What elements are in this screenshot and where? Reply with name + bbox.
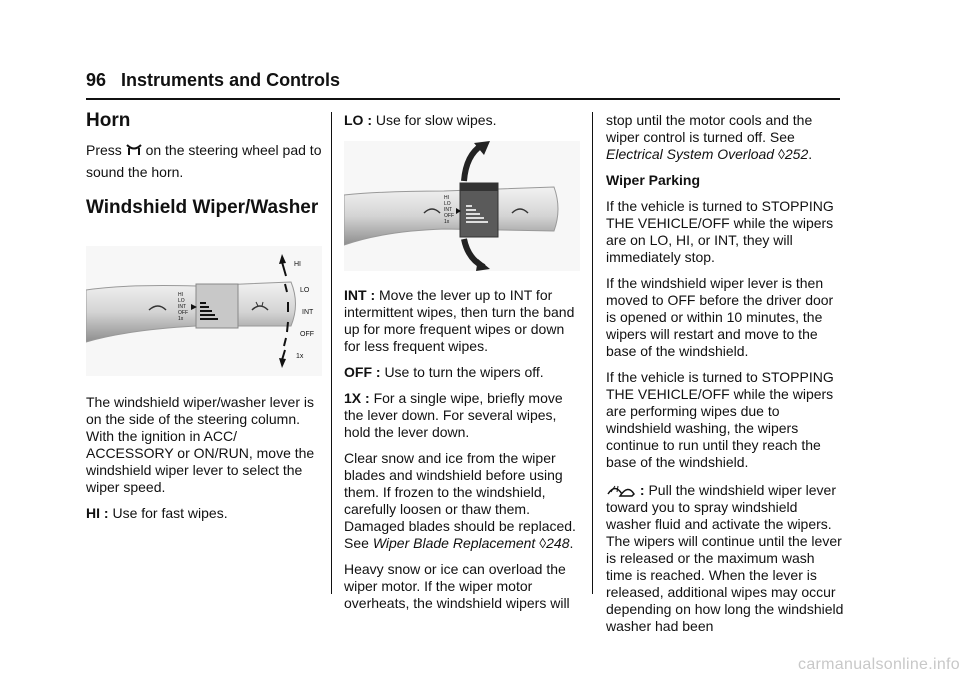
- svg-text:HI: HI: [178, 292, 183, 298]
- svg-text:INT: INT: [444, 207, 453, 213]
- fig-label-int: INT: [302, 309, 314, 316]
- svg-text:1x: 1x: [444, 219, 450, 225]
- column-3: [606, 112, 844, 644]
- fig-label-1x: 1x: [296, 353, 304, 360]
- page-header: [86, 70, 340, 91]
- column-divider-2: [592, 112, 593, 594]
- column-2: [344, 112, 582, 621]
- svg-text:OFF: OFF: [178, 310, 188, 316]
- washer-paragraph: : Pull the windshield wiper lever toward you to spray windshield washer fluid and activate the wipers. The wipers will continue until the lever is released or the maximum wash time is reached. When the lever is released, additional wipes may occur depending on how long the windshield washer had been: [606, 482, 844, 634]
- wiper-body: The windshield wiper/washer lever is on the side of the steering column. With the ignition in ACC/ ACCESSORY or ON/RUN, move the windshield wiper lever to select the wiper speed.: [86, 394, 315, 495]
- one-x-entry: 1X : For a single wipe, briefly move the lever down. For several wipes, hold the lever down.: [344, 390, 563, 440]
- washer-icon: [606, 480, 636, 498]
- page-reference[interactable]: 252: [784, 146, 809, 162]
- horn-paragraph: Press on the steering wheel pad to sound the horn.: [86, 142, 322, 180]
- fig-label-off: OFF: [300, 331, 314, 338]
- svg-text:INT: INT: [178, 304, 187, 310]
- wiper-band-figure: [344, 141, 580, 271]
- svg-text:1x: 1x: [178, 316, 184, 322]
- column-1: [86, 112, 322, 531]
- electrical-system-overload-link[interactable]: Electrical System Overload: [606, 146, 775, 162]
- svg-text:OFF: OFF: [444, 213, 454, 219]
- lo-entry: LO : Use for slow wipes.: [344, 112, 497, 128]
- section-title: Instruments and Controls: [121, 70, 341, 90]
- fig-label-lo: LO: [300, 287, 310, 294]
- page-reference[interactable]: 248: [546, 535, 570, 551]
- reference-glyph: ◊: [539, 535, 547, 551]
- reference-glyph: ◊: [777, 146, 785, 162]
- watermark: carmanualsonline.info: [798, 656, 960, 673]
- horn-icon: [126, 143, 142, 157]
- fig-label-hi: HI: [294, 261, 301, 268]
- parking-paragraph-3: If the vehicle is turned to STOPPING THE VEHICLE/OFF while the wipers are performing wipes due to windshield washing, the wipers continue to run until they reach the base of the windshield.: [606, 369, 834, 470]
- svg-text:LO: LO: [178, 298, 185, 304]
- heavy-snow-paragraph: Heavy snow or ice can overload the wiper motor. If the wiper motor overheats, the windshield wipers will: [344, 561, 570, 611]
- overload-paragraph: stop until the motor cools and the wiper control is turned off. See Electrical System Overload ◊252.: [606, 112, 813, 162]
- parking-paragraph-2: If the windshield wiper lever is then moved to OFF before the driver door is opened or within 10 minutes, the wipers will restart and move to the base of the windshield.: [606, 275, 834, 359]
- snow-paragraph: Clear snow and ice from the wiper blades and windshield before using them. If frozen to the windshield, carefully loosen or thaw them. Damaged blades should be replaced. See Wiper Blade Replacement ◊248.: [344, 450, 576, 551]
- svg-text:LO: LO: [444, 201, 451, 207]
- svg-text:HI: HI: [444, 195, 449, 201]
- horn-heading: Horn: [86, 110, 131, 131]
- page-number: 96: [86, 70, 107, 90]
- wiper-parking-heading: Wiper Parking: [606, 172, 701, 188]
- int-entry: INT : Move the lever up to INT for intermittent wipes, then turn the band up for more frequent wipes or down for less frequent wipes.: [344, 287, 575, 354]
- wiper-heading: Windshield Wiper/Washer: [86, 197, 319, 218]
- column-divider-1: [331, 112, 332, 594]
- off-entry: OFF : Use to turn the wipers off.: [344, 364, 544, 380]
- wiper-lever-figure: [86, 246, 322, 376]
- parking-paragraph-1: If the vehicle is turned to STOPPING THE VEHICLE/OFF while the wipers are on LO, HI, or INT, they will immediately stop.: [606, 198, 834, 265]
- wiper-blade-replacement-link[interactable]: Wiper Blade Replacement: [372, 535, 536, 551]
- hi-entry: HI : Use for fast wipes.: [86, 505, 228, 521]
- header-rule: [86, 98, 840, 100]
